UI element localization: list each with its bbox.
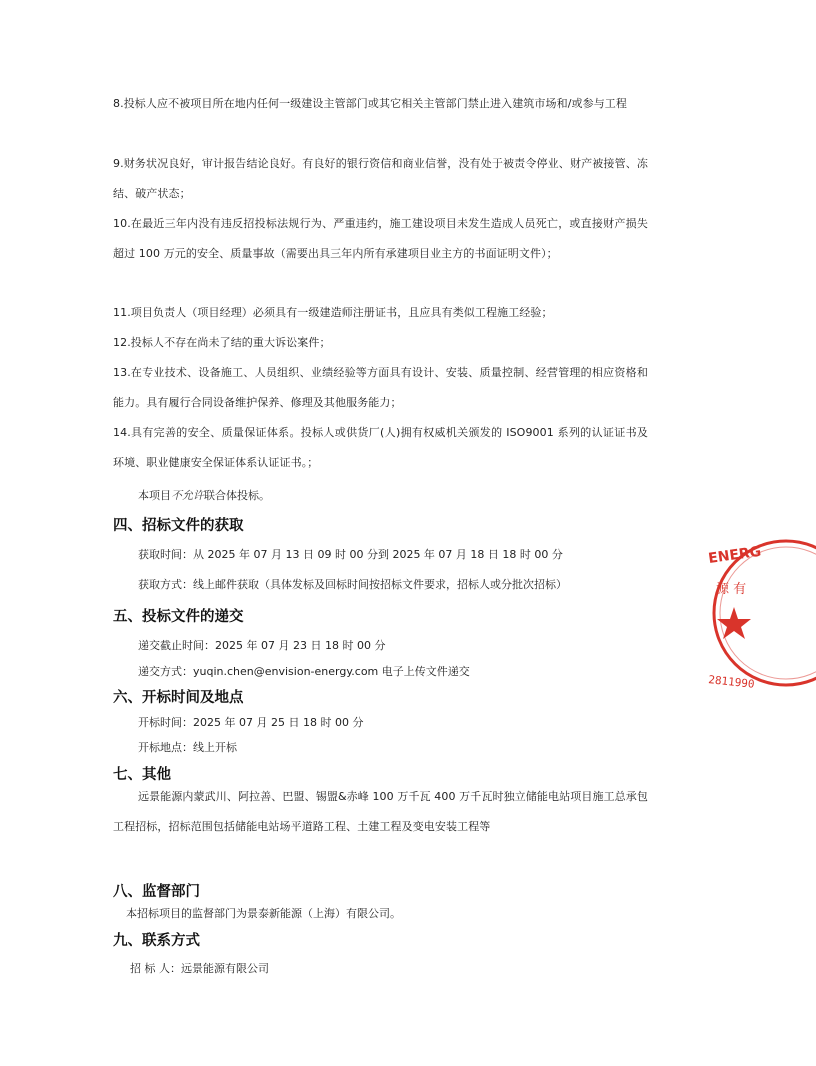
section-8-heading: 八、监督部门 bbox=[113, 884, 200, 900]
seal-top-text: ENERG bbox=[707, 543, 763, 567]
submission-deadline: 递交截止时间：2025 年 07 月 23 日 18 时 00 分 bbox=[138, 639, 386, 652]
seal-star-icon bbox=[717, 607, 751, 639]
qualification-item-12: 12.投标人不存在尚未了结的重大诉讼案件； bbox=[113, 336, 331, 349]
seal-middle-text: 源 有 bbox=[716, 582, 747, 597]
consortium-prefix: 本项目 bbox=[138, 489, 171, 502]
section-7-heading: 七、其他 bbox=[113, 767, 171, 783]
section-9-heading: 九、联系方式 bbox=[113, 933, 200, 949]
opening-place: 开标地点：线上开标 bbox=[138, 741, 237, 754]
section-5-heading: 五、投标文件的递交 bbox=[113, 609, 244, 625]
section-6-heading: 六、开标时间及地点 bbox=[113, 690, 244, 706]
consortium-suffix: 联合体投标。 bbox=[204, 489, 270, 502]
qualification-item-10: 10.在最近三年内没有违反招投标法规行为、严重违约，施工建设项目未发生造成人员死亡，或直接财产损失超过 100 万元的安全、质量事故（需要出具三年内所有承建项目业主方的书面证明文件）； bbox=[113, 217, 648, 260]
qualification-item-14: 14.具有完善的安全、质量保证体系。投标人或供货厂(人)拥有权威机关颁发的 ISO9001 系列的认证证书及环境、职业健康安全保证体系认证证书。； bbox=[113, 426, 648, 469]
acquisition-time: 获取时间：从 2025 年 07 月 13 日 09 时 00 分到 2025 年 07 月 18 日 18 时 00 分 bbox=[138, 548, 563, 561]
project-description: 远景能源内蒙武川、阿拉善、巴盟、锡盟&赤峰 100 万千瓦 400 万千瓦时独立储能电站项目施工总承包工程招标，招标范围包括储能电站场平道路工程、土建工程及变电安装工程等 bbox=[113, 790, 648, 833]
supervision-department: 本招标项目的监督部门为景泰新能源（上海）有限公司。 bbox=[126, 907, 401, 920]
qualification-item-9: 9.财务状况良好，审计报告结论良好。有良好的银行资信和商业信誉，没有处于被责令停业、财产被接管、冻结、破产状态； bbox=[113, 157, 648, 200]
seal-bottom-number: 2811990 bbox=[707, 673, 756, 691]
qualification-item-8: 8.投标人应不被项目所在地内任何一级建设主管部门或其它相关主管部门禁止进入建筑市场和/或参与工程 bbox=[113, 97, 627, 110]
consortium-not-allowed: 不允许 bbox=[171, 489, 204, 502]
section-4-heading: 四、招标文件的获取 bbox=[113, 518, 244, 534]
company-seal-stamp bbox=[706, 535, 816, 690]
qualification-item-11: 11.项目负责人（项目经理）必须具有一级建造师注册证书，且应具有类似工程施工经验； bbox=[113, 306, 553, 319]
tenderer-contact: 招 标 人：远景能源有限公司 bbox=[130, 962, 269, 975]
opening-time: 开标时间：2025 年 07 月 25 日 18 时 00 分 bbox=[138, 716, 364, 729]
qualification-item-13: 13.在专业技术、设备施工、人员组织、业绩经验等方面具有设计、安装、质量控制、经营管理的相应资格和能力。具有履行合同设备维护保养、修理及其他服务能力； bbox=[113, 366, 648, 409]
submission-method: 递交方式：yuqin.chen@envision-energy.com 电子上传文件递交 bbox=[138, 665, 470, 678]
acquisition-method: 获取方式：线上邮件获取（具体发标及回标时间按招标文件要求，招标人或分批次招标） bbox=[138, 578, 567, 591]
consortium-statement bbox=[138, 487, 270, 503]
